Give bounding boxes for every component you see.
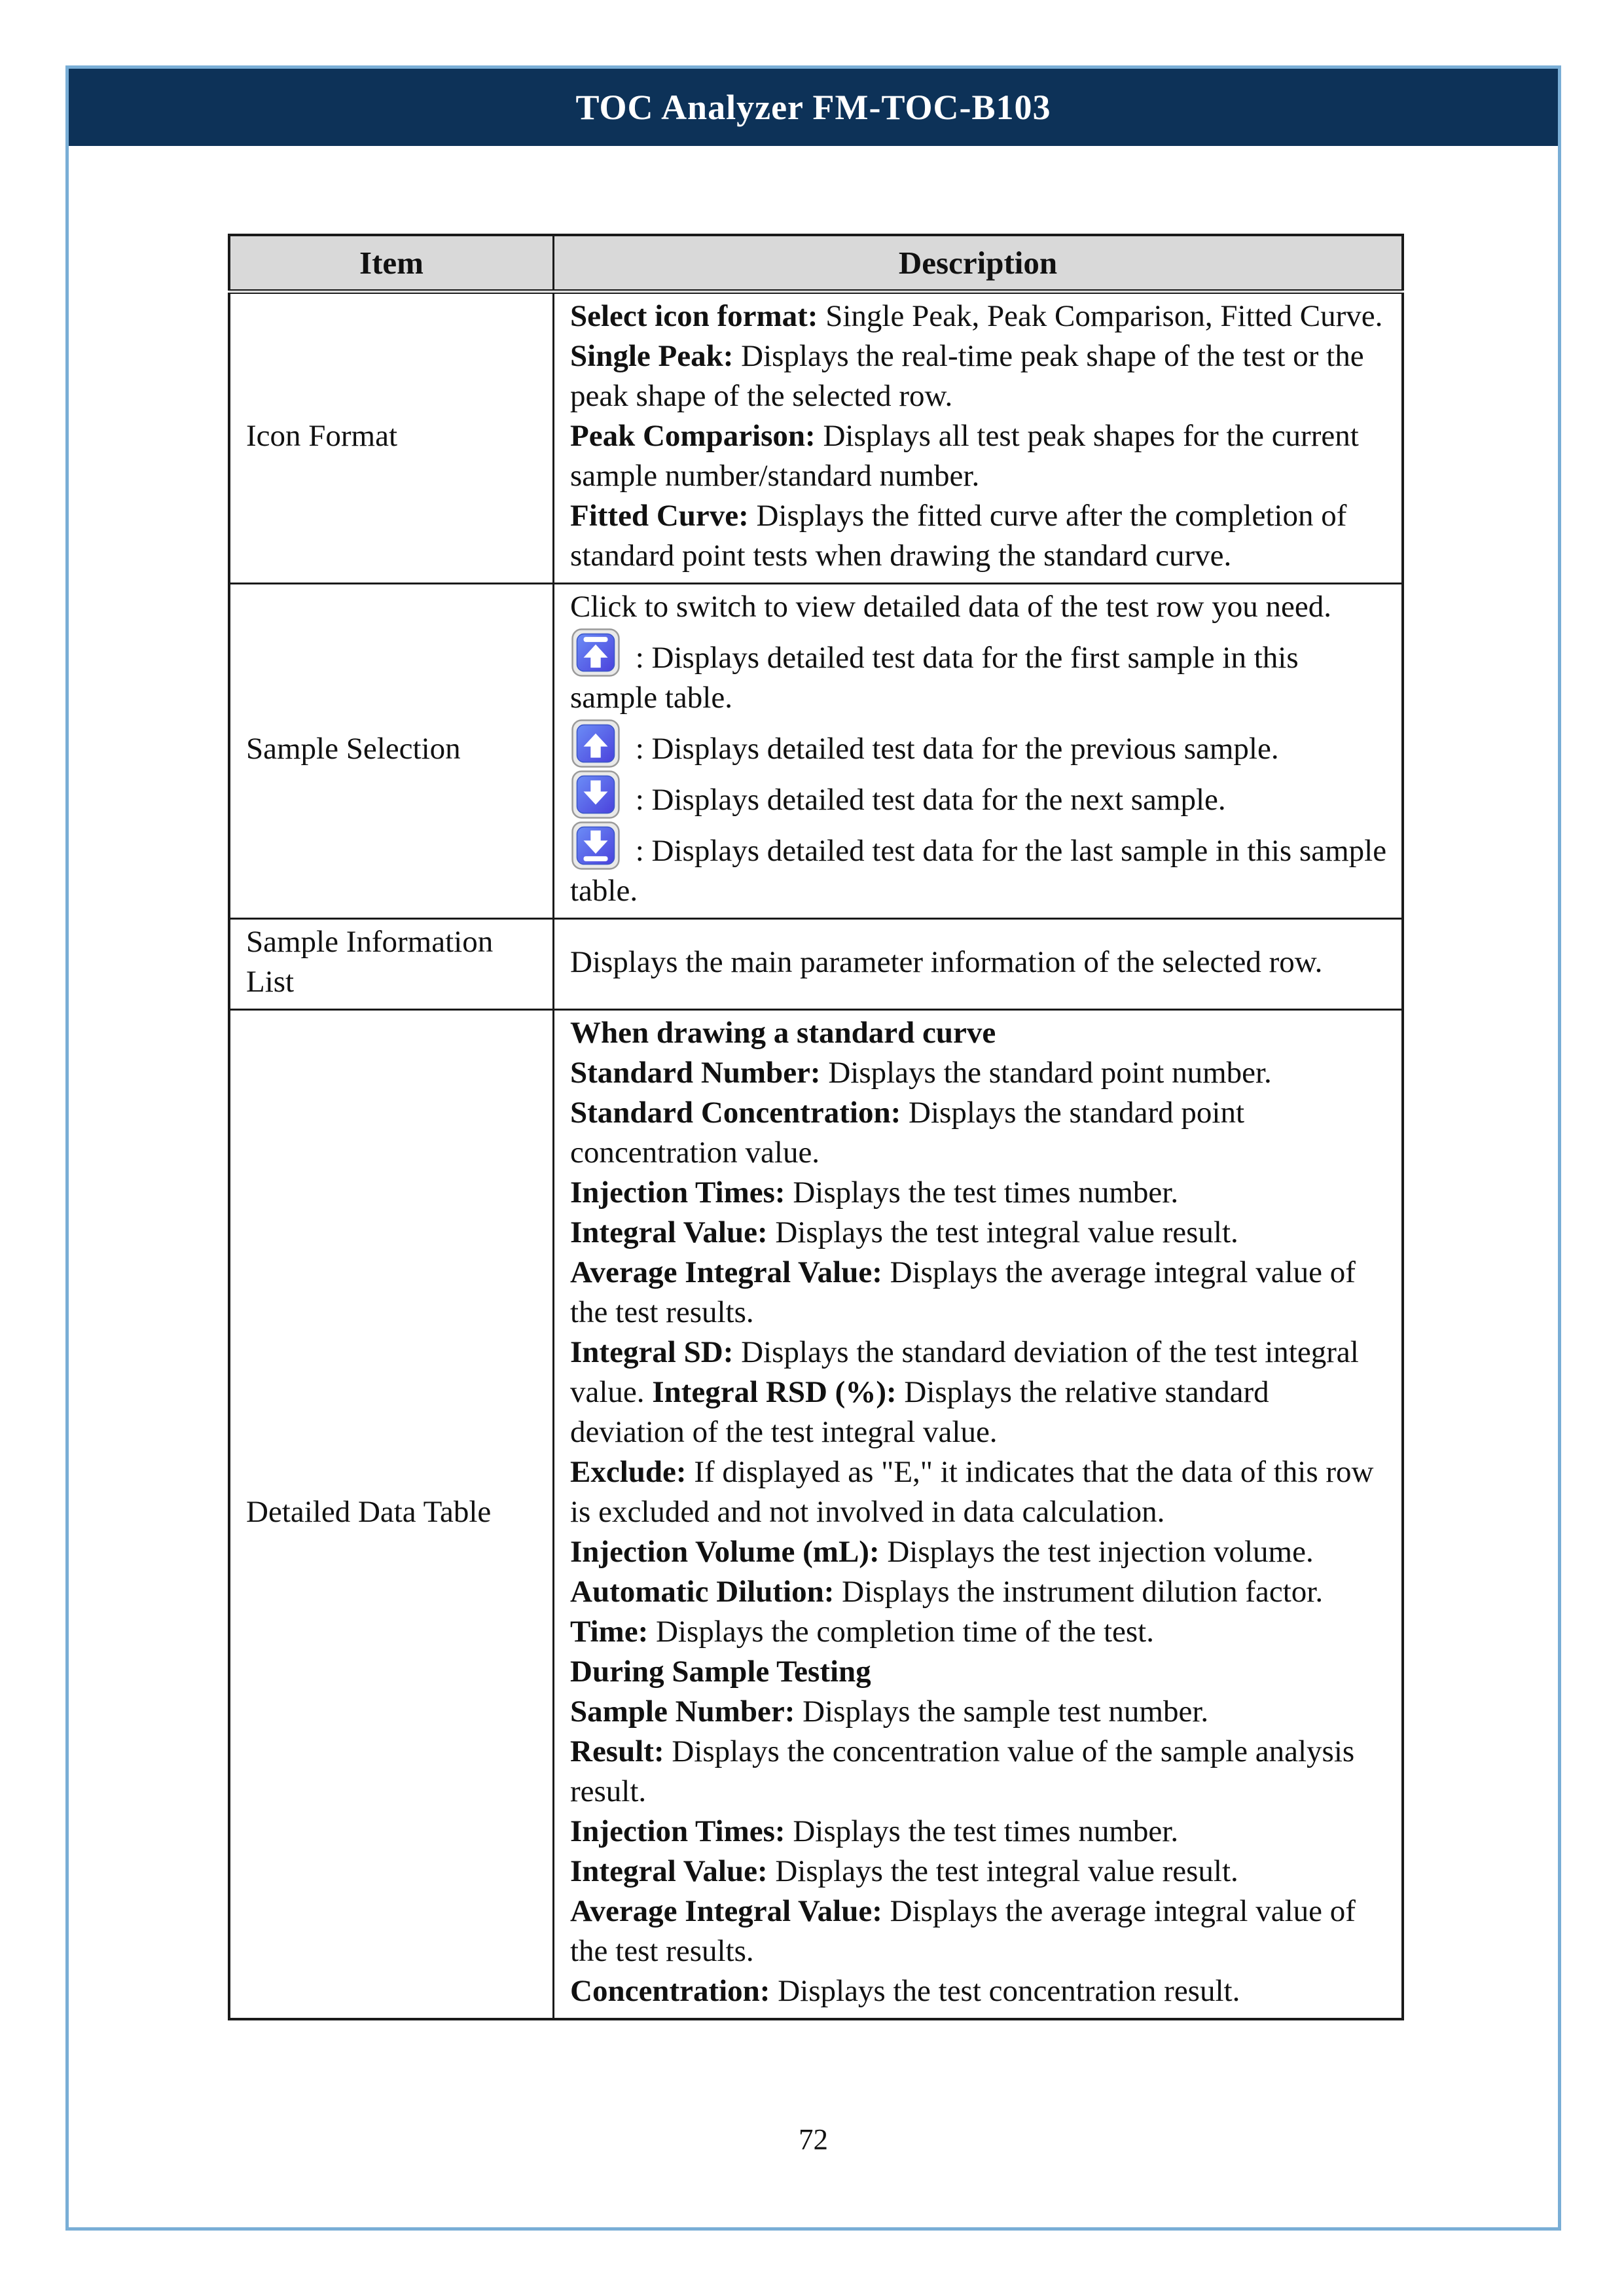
table-row bbox=[229, 292, 1403, 584]
info-table bbox=[228, 234, 1404, 2020]
description-cell bbox=[554, 919, 1403, 1010]
body-text: Displays the main parameter information of the selected row. bbox=[570, 944, 1323, 979]
description-paragraph bbox=[570, 1652, 1387, 1692]
description-paragraph bbox=[570, 587, 1387, 627]
description-paragraph bbox=[570, 1333, 1387, 1452]
description-paragraph bbox=[570, 769, 1387, 820]
next-sample-icon bbox=[571, 770, 620, 819]
table-row bbox=[229, 584, 1403, 919]
bold-text: Injection Volume (mL): bbox=[570, 1535, 880, 1569]
description-paragraph bbox=[570, 1532, 1387, 1572]
body-text: Displays all test peak shapes for the current sample number/standard number. bbox=[570, 419, 1359, 493]
page-number: 72 bbox=[799, 2123, 828, 2156]
bold-text: Integral Value: bbox=[570, 1215, 768, 1249]
bold-text: Sample Number: bbox=[570, 1695, 795, 1729]
table-wrapper bbox=[228, 234, 1404, 2020]
description-paragraph bbox=[570, 1173, 1387, 1213]
body-text: Displays the test integral value result. bbox=[767, 1215, 1238, 1249]
description-paragraph bbox=[570, 1213, 1387, 1253]
body-text: Displays the test times number. bbox=[785, 1814, 1179, 1848]
body-text: Displays the concentration value of the sample analysis result. bbox=[570, 1734, 1355, 1808]
bold-text: When drawing a standard curve bbox=[570, 1016, 996, 1050]
bold-text: Integral SD: bbox=[570, 1335, 734, 1369]
description-cell bbox=[554, 292, 1403, 584]
description-paragraph bbox=[570, 718, 1387, 769]
body-text: If displayed as "E," it indicates that the data of this row is excluded and not involved in data calculation. bbox=[570, 1455, 1374, 1529]
bold-text: Injection Times: bbox=[570, 1175, 785, 1210]
body-text: Displays the average integral value of the test results. bbox=[570, 1894, 1356, 1968]
description-paragraph bbox=[570, 1692, 1387, 1732]
body-text: : Displays detailed test data for the last sample in this sample table. bbox=[570, 834, 1387, 908]
description-paragraph bbox=[570, 627, 1387, 718]
body-text: Displays the test concentration result. bbox=[770, 1974, 1240, 2008]
body-text: Displays the sample test number. bbox=[795, 1695, 1209, 1729]
header-title: TOC Analyzer FM-TOC-B103 bbox=[575, 88, 1051, 127]
description-paragraph bbox=[570, 1732, 1387, 1812]
table-row bbox=[229, 919, 1403, 1010]
description-paragraph bbox=[570, 416, 1387, 496]
item-cell: Sample Selection bbox=[229, 584, 554, 919]
page-border bbox=[65, 65, 1561, 2231]
description-paragraph bbox=[570, 1572, 1387, 1612]
body-text: Displays the real-time peak shape of the test or the peak shape of the selected row. bbox=[570, 339, 1364, 413]
description-cell bbox=[554, 1010, 1403, 2020]
bold-text: Result: bbox=[570, 1734, 664, 1768]
description-paragraph bbox=[570, 1013, 1387, 1053]
body-text: Click to switch to view detailed data of the test row you need. bbox=[570, 590, 1331, 624]
description-paragraph bbox=[570, 942, 1387, 982]
description-paragraph bbox=[570, 496, 1387, 576]
description-paragraph bbox=[570, 1093, 1387, 1173]
bold-text: Integral Value: bbox=[570, 1854, 768, 1888]
description-paragraph bbox=[570, 1053, 1387, 1093]
description-paragraph bbox=[570, 1812, 1387, 1852]
bold-text: Integral RSD (%): bbox=[652, 1375, 897, 1409]
bold-text: During Sample Testing bbox=[570, 1655, 871, 1689]
description-paragraph bbox=[570, 1971, 1387, 2011]
item-cell: Sample Information List bbox=[229, 919, 554, 1010]
table-body bbox=[229, 292, 1403, 2020]
table-header-description: Description bbox=[554, 235, 1403, 292]
bold-text: Injection Times: bbox=[570, 1814, 785, 1848]
bold-text: Standard Number: bbox=[570, 1056, 821, 1090]
body-text: : Displays detailed test data for the previous sample. bbox=[628, 732, 1279, 766]
description-paragraph bbox=[570, 1852, 1387, 1892]
body-text: Displays the relative standard deviation of the test integral value. bbox=[570, 1375, 1269, 1449]
description-cell bbox=[554, 584, 1403, 919]
bold-text: Fitted Curve: bbox=[570, 499, 749, 533]
body-text: Displays the instrument dilution factor. bbox=[834, 1575, 1324, 1609]
bold-text: Single Peak: bbox=[570, 339, 734, 373]
body-text: Displays the standard point concentration value. bbox=[570, 1096, 1245, 1170]
bold-text: Average Integral Value: bbox=[570, 1255, 882, 1289]
body-text: Displays the test injection volume. bbox=[879, 1535, 1314, 1569]
header-banner bbox=[69, 69, 1558, 146]
description-paragraph bbox=[570, 1253, 1387, 1333]
bold-text: Concentration: bbox=[570, 1974, 770, 2008]
body-text: Displays the test integral value result. bbox=[767, 1854, 1238, 1888]
body-text: Displays the average integral value of the test results. bbox=[570, 1255, 1356, 1329]
body-text: Displays the test times number. bbox=[785, 1175, 1179, 1210]
body-text: : Displays detailed test data for the first sample in this sample table. bbox=[570, 641, 1299, 715]
bold-text: Automatic Dilution: bbox=[570, 1575, 835, 1609]
bold-text: Standard Concentration: bbox=[570, 1096, 901, 1130]
bold-text: Peak Comparison: bbox=[570, 419, 816, 453]
table-header-item: Item bbox=[229, 235, 554, 292]
body-text: Displays the standard deviation of the test integral value. bbox=[570, 1335, 1359, 1409]
body-text: Single Peak, Peak Comparison, Fitted Curve. bbox=[818, 299, 1383, 333]
body-text: Displays the fitted curve after the completion of standard point tests when drawing the standard curve. bbox=[570, 499, 1347, 573]
table-row bbox=[229, 1010, 1403, 2020]
description-paragraph bbox=[570, 1452, 1387, 1532]
description-paragraph bbox=[570, 296, 1387, 416]
previous-sample-icon bbox=[571, 719, 620, 768]
table-header-row bbox=[229, 235, 1403, 292]
description-paragraph bbox=[570, 1892, 1387, 1971]
bold-text: Time: bbox=[570, 1615, 649, 1649]
item-cell: Icon Format bbox=[229, 292, 554, 584]
bold-text: Select icon format: bbox=[570, 299, 818, 333]
description-paragraph bbox=[570, 820, 1387, 911]
item-cell: Detailed Data Table bbox=[229, 1010, 554, 2020]
description-paragraph bbox=[570, 1612, 1387, 1652]
body-text: : Displays detailed test data for the next sample. bbox=[628, 783, 1226, 817]
body-text: Displays the completion time of the test. bbox=[648, 1615, 1154, 1649]
first-sample-icon bbox=[571, 628, 620, 677]
last-sample-icon bbox=[571, 821, 620, 870]
bold-text: Exclude: bbox=[570, 1455, 687, 1489]
bold-text: Average Integral Value: bbox=[570, 1894, 882, 1928]
body-text: Displays the standard point number. bbox=[820, 1056, 1272, 1090]
